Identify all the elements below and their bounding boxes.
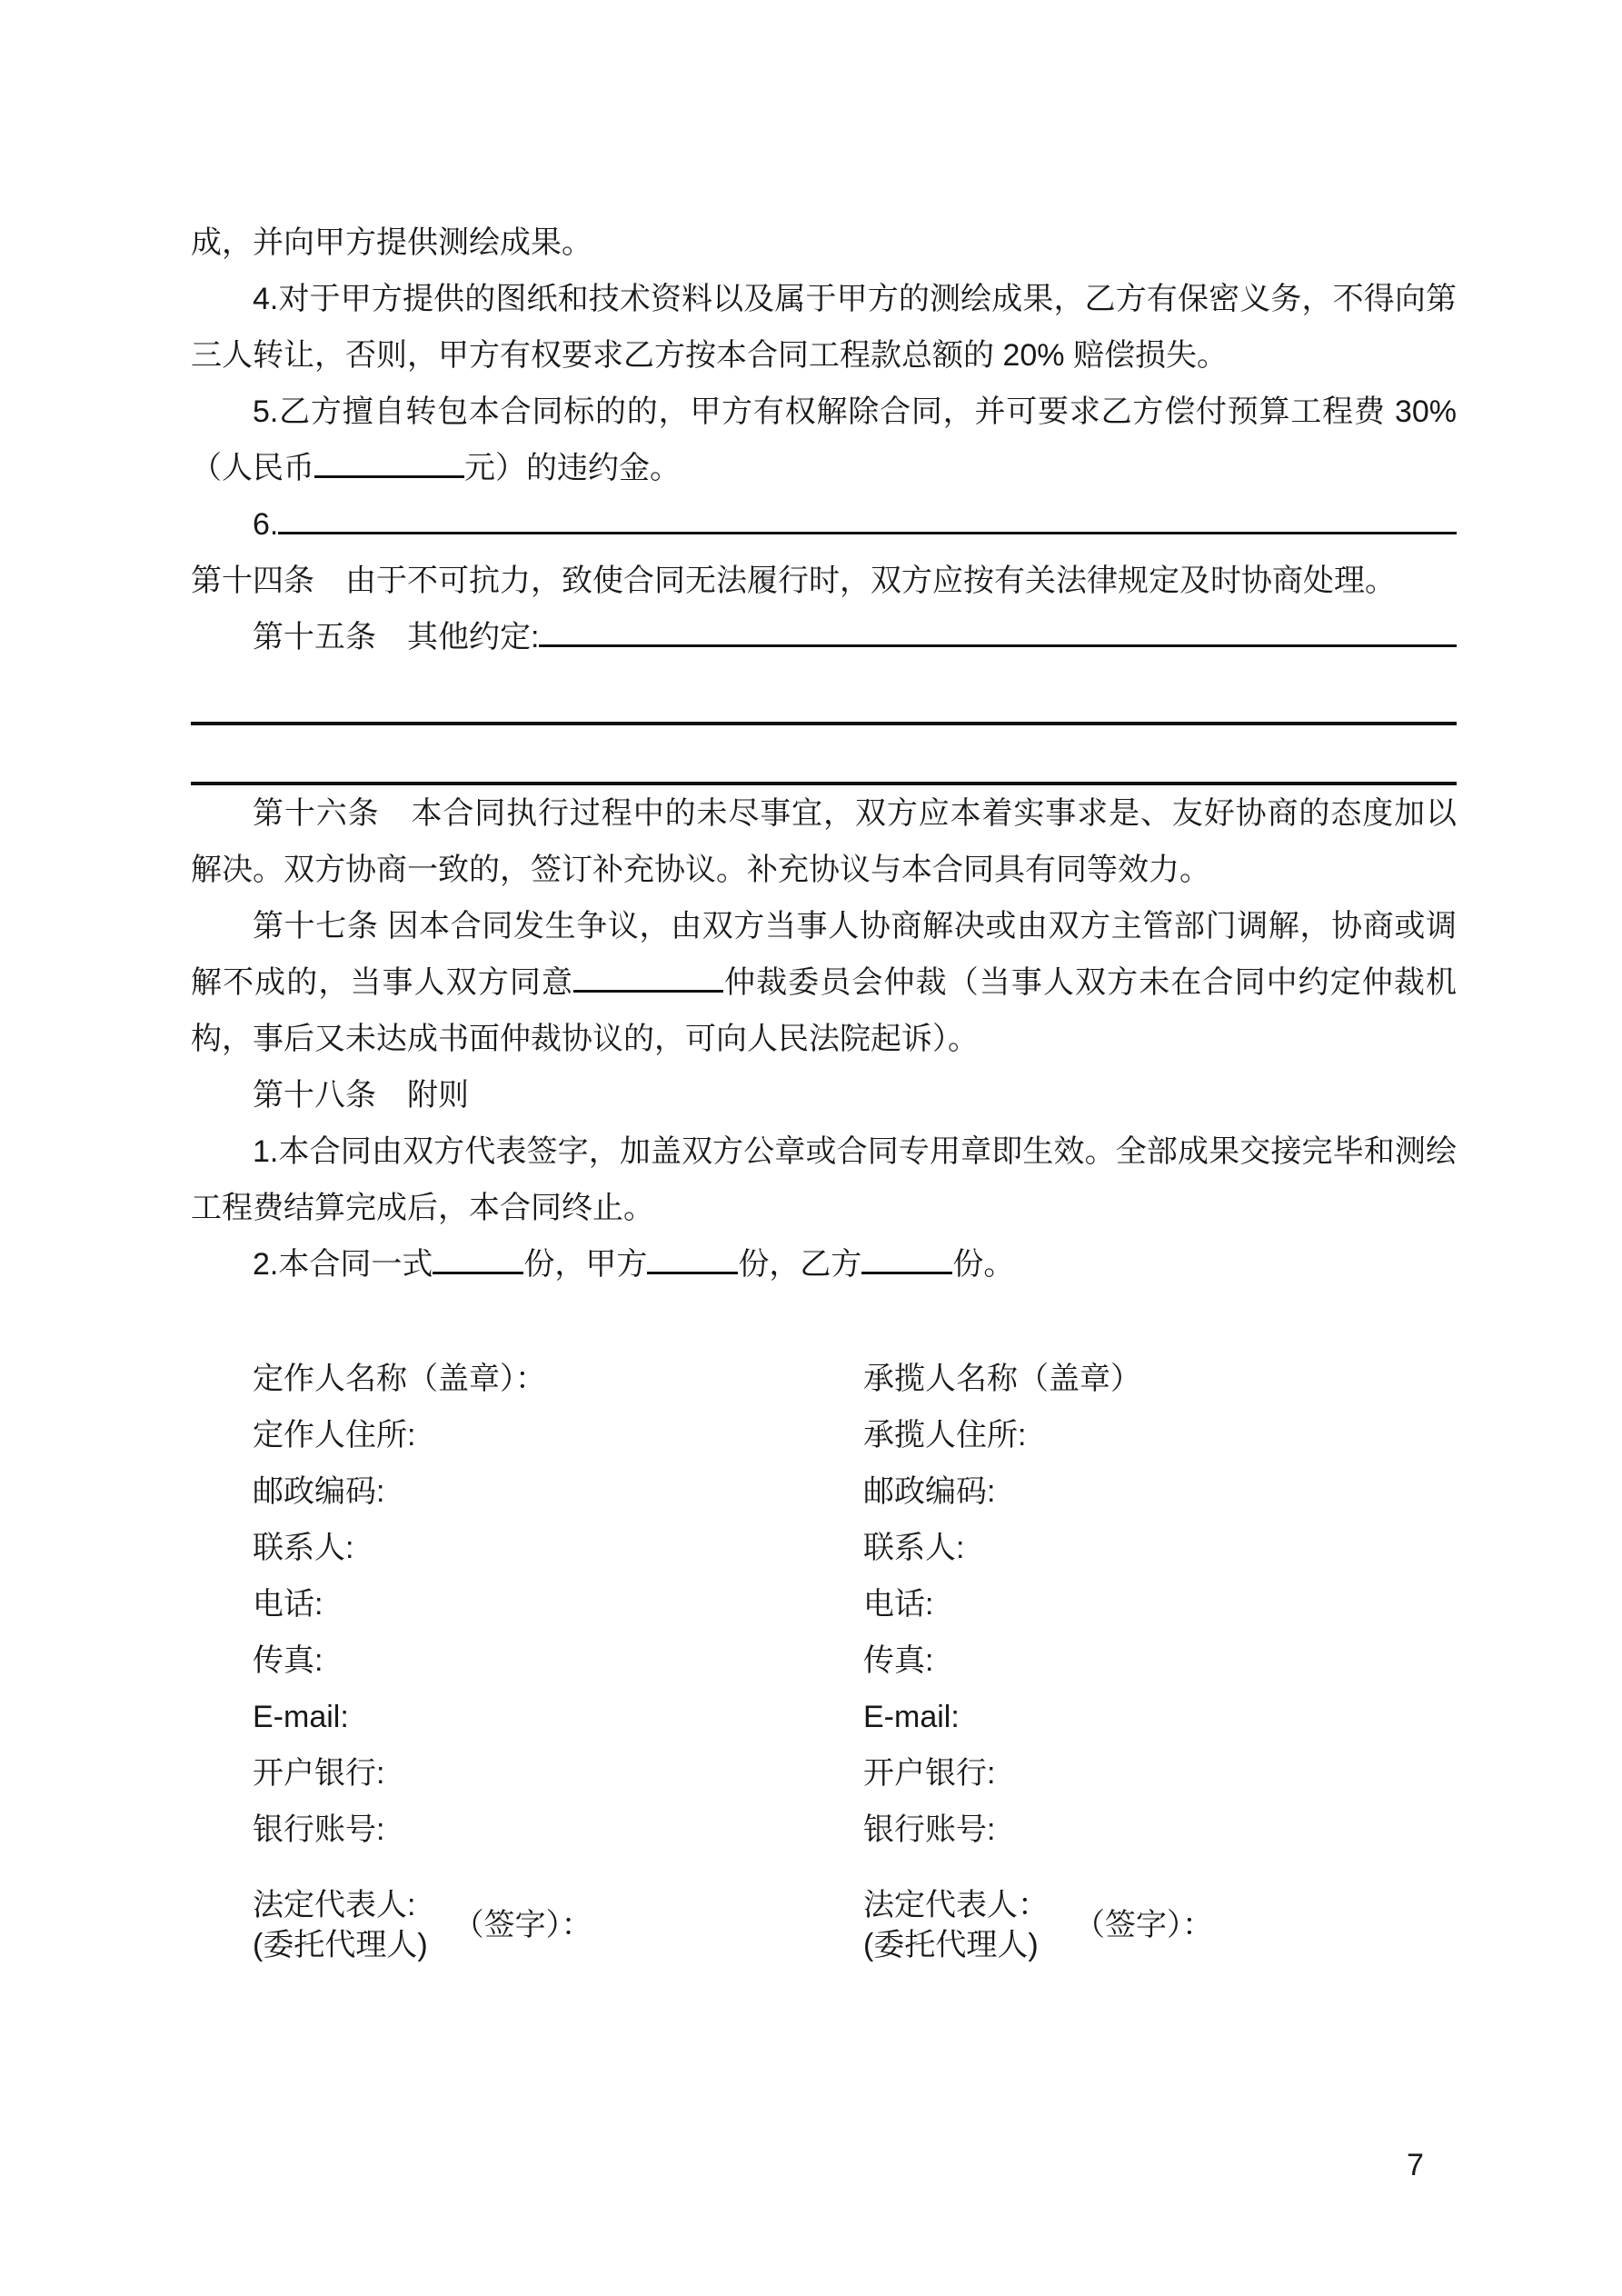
paragraph-clause17-dispute	[191, 898, 1457, 1067]
paragraph-clause18-appendix: 第十八条 附则	[253, 1078, 469, 1113]
blank-ruled-line-1	[191, 665, 1457, 725]
text-segment: 元）的违约金。	[464, 451, 681, 485]
paragraph-clause16-supplement: 第十六条 本合同执行过程中的未尽事宜，双方应本着实事求是、友好协商的态度加以解决。双方协商一致的，签订补充协议。补充协议与本合同具有同等效力。	[191, 796, 1457, 887]
orderer-phone-label: 电话:	[253, 1587, 323, 1622]
orderer-legal-rep-label: 法定代表人:	[253, 1888, 416, 1922]
contract-body	[191, 215, 1457, 1965]
text-segment: 5.乙方擅自转包本合同标的的，甲方有权解除合同，并可要求乙方偿付预算工程费 30%（人民币	[191, 394, 1457, 485]
orderer-account-label: 银行账号:	[253, 1812, 385, 1847]
orderer-email-label: E-mail:	[253, 1700, 349, 1734]
blank-underline-partyB-copies	[861, 1272, 952, 1274]
paragraph-item5-penalty	[191, 384, 1457, 496]
paragraph-appendix-item1: 1.本合同由双方代表签字，加盖双方公章或合同专用章即生效。全部成果交接完毕和测绘工程费结算完成后，本合同终止。	[191, 1134, 1457, 1225]
contractor-name-label: 承揽人名称（盖章）	[863, 1362, 1141, 1396]
orderer-fax-label: 传真:	[253, 1643, 323, 1678]
blank-underline-item6	[278, 532, 1457, 534]
contractor-legal-rep-row	[863, 1885, 1474, 1965]
orderer-address-label: 定作人住所:	[253, 1418, 416, 1452]
text-segment: 份，甲方	[523, 1247, 648, 1282]
signature-column-contractor	[863, 1351, 1474, 1965]
paragraph-clause15-other	[191, 609, 1457, 665]
contractor-legal-rep-stack	[863, 1885, 1049, 1965]
orderer-agent-label: (委托代理人)	[253, 1928, 428, 1962]
contractor-bank-label: 开户银行:	[863, 1756, 996, 1791]
orderer-contact-label: 联系人:	[253, 1531, 354, 1565]
orderer-name-label: 定作人名称（盖章）：	[253, 1362, 546, 1396]
blank-underline-amount	[314, 475, 464, 478]
paragraph-item4-confidentiality: 4.对于甲方提供的图纸和技术资料以及属于甲方的测绘成果，乙方有保密义务，不得向第三人转让，否则，甲方有权要求乙方按本合同工程款总额的 20% 赔偿损失。	[191, 282, 1457, 373]
text-segment: 第十七条 因本合同发生争议，由双方当事人协商解决或由双方主管部门调解，协商或调解不成的，当事人双方同意	[191, 909, 1457, 1000]
contractor-agent-label: (委托代理人)	[863, 1928, 1039, 1962]
paragraph-carryover: 成，并向甲方提供测绘成果。	[191, 225, 592, 260]
orderer-sign-label: （签字）：	[453, 1908, 592, 1942]
blank-underline-total-copies	[433, 1272, 523, 1274]
paragraph-item6-blank	[191, 496, 1457, 553]
orderer-bank-label: 开户银行:	[253, 1756, 385, 1791]
contractor-fax-label: 传真:	[863, 1643, 934, 1678]
blank-underline-partyA-copies	[647, 1272, 738, 1274]
contractor-email-label: E-mail:	[863, 1700, 960, 1734]
text-segment: 仲裁委员会仲裁（当事人双方未在合同中约定仲裁机构，事后又未达成书面仲裁协议的，可向人民法院起诉）。	[191, 965, 1458, 1056]
signature-column-orderer	[253, 1351, 863, 1965]
blank-underline-arbitration	[573, 990, 723, 993]
contractor-sign-label: （签字）：	[1074, 1908, 1213, 1942]
page-number: 7	[1407, 2148, 1424, 2182]
contractor-account-label: 银行账号:	[863, 1812, 996, 1847]
paragraph-clause14-force-majeure: 第十四条 由于不可抗力，致使合同无法履行时，双方应按有关法律规定及时协商处理。	[191, 564, 1396, 598]
text-segment: 2.本合同一式	[253, 1247, 433, 1282]
contractor-phone-label: 电话:	[863, 1587, 934, 1622]
contractor-postcode-label: 邮政编码:	[863, 1474, 996, 1509]
orderer-legal-rep-row	[253, 1885, 863, 1965]
contractor-address-label: 承揽人住所:	[863, 1418, 1027, 1452]
blank-ruled-line-2	[191, 725, 1457, 785]
text-segment: 6.	[253, 507, 279, 542]
orderer-postcode-label: 邮政编码:	[253, 1474, 385, 1509]
orderer-legal-rep-stack	[253, 1885, 428, 1965]
blank-underline-other-terms	[539, 644, 1457, 647]
text-segment: 第十五条 其他约定:	[253, 620, 540, 654]
signature-block	[191, 1351, 1457, 1965]
text-segment: 份，乙方	[738, 1247, 862, 1282]
text-segment: 份。	[952, 1247, 1015, 1282]
contractor-contact-label: 联系人:	[863, 1531, 965, 1565]
paragraph-appendix-item2-copies	[191, 1236, 1457, 1293]
contractor-legal-rep-label: 法定代表人：	[863, 1888, 1049, 1922]
